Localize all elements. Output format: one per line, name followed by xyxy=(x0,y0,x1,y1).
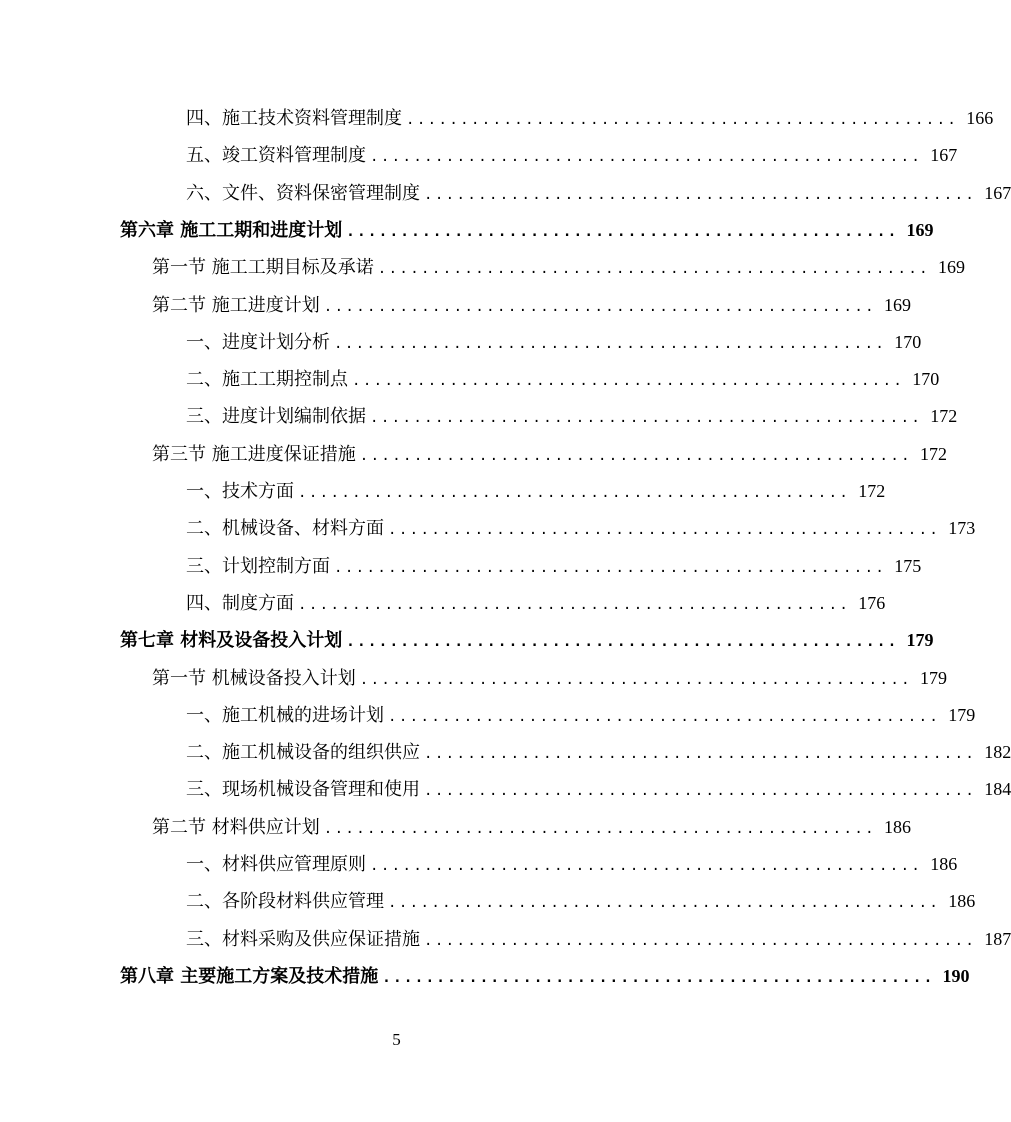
toc-entry-page: 170 xyxy=(912,369,940,390)
toc-entry-page: 166 xyxy=(966,108,994,128)
toc-entry-page: 169 xyxy=(906,219,934,240)
toc-entry-section[interactable] xyxy=(152,436,947,473)
toc-entry-page: 179 xyxy=(948,704,976,725)
toc-entry-item[interactable] xyxy=(186,100,994,137)
toc-entry-page: 186 xyxy=(948,891,976,912)
toc-dot-leader: ................................................... xyxy=(359,671,912,688)
toc-entry-title: 第三节 施工进度保证措施 xyxy=(152,443,356,465)
toc-entry-title: 一、技术方面 xyxy=(186,481,294,502)
toc-dot-leader: ................................................... xyxy=(377,261,930,278)
toc-entry-title: 二、施工工期控制点 xyxy=(186,369,348,391)
toc-entry-page: 172 xyxy=(930,406,958,427)
toc-dot-leader: ................................................... xyxy=(370,858,923,874)
toc-entry-chapter[interactable] xyxy=(120,958,970,995)
toc-entry-chapter[interactable] xyxy=(120,622,934,659)
toc-entry-page: 184 xyxy=(984,779,1011,800)
toc-entry-item[interactable] xyxy=(186,734,1011,771)
toc-entry-chapter[interactable] xyxy=(120,212,934,249)
toc-dot-leader: ................................................... xyxy=(323,298,876,315)
toc-dot-leader: ................................................... xyxy=(334,335,887,352)
toc-entry-item[interactable] xyxy=(186,697,976,734)
toc-entry-title: 三、现场机械设备管理和使用 xyxy=(186,779,420,801)
toc-entry-item[interactable] xyxy=(186,137,958,174)
toc-dot-leader: ................................................... xyxy=(334,559,887,576)
toc-dot-leader: ................................................... xyxy=(298,485,851,501)
toc-entry-page: 176 xyxy=(858,592,886,613)
toc-entry-item[interactable] xyxy=(186,921,1011,958)
toc-entry-section[interactable] xyxy=(152,287,911,324)
toc-entry-page: 169 xyxy=(938,257,965,278)
toc-dot-leader: ................................................... xyxy=(388,522,941,539)
toc-entry-item[interactable] xyxy=(186,175,1011,212)
toc-entry-title: 三、进度计划编制依据 xyxy=(186,406,366,428)
toc-entry-page: 179 xyxy=(920,667,947,688)
toc-entry-page: 172 xyxy=(920,443,947,464)
toc-entry-title: 第六章 施工工期和进度计划 xyxy=(120,219,343,241)
toc-entry-title: 第八章 主要施工方案及技术措施 xyxy=(120,965,379,987)
toc-entry-title: 六、文件、资料保密管理制度 xyxy=(186,182,420,204)
toc-entry-page: 179 xyxy=(906,630,934,651)
toc-entry-section[interactable] xyxy=(152,249,965,286)
toc-dot-leader: ................................................... xyxy=(352,373,905,390)
toc-entry-item[interactable] xyxy=(186,585,886,622)
toc-dot-leader: ................................................... xyxy=(359,447,912,464)
toc-dot-leader: ................................................... xyxy=(424,746,977,763)
toc-entry-page: 187 xyxy=(984,928,1011,949)
toc-entry-title: 一、进度计划分析 xyxy=(186,331,330,353)
toc-entry-title: 四、制度方面 xyxy=(186,592,294,614)
toc-dot-leader: ................................................... xyxy=(406,112,959,128)
toc-dot-leader: ................................................... xyxy=(298,596,851,613)
toc-entry-item[interactable] xyxy=(186,548,922,585)
toc-dot-leader: ................................................... xyxy=(370,149,923,166)
toc-entry-page: 186 xyxy=(930,854,958,874)
toc-entry-item[interactable] xyxy=(186,361,940,398)
toc-entry-item[interactable] xyxy=(186,510,976,547)
toc-entry-title: 二、各阶段材料供应管理 xyxy=(186,891,384,913)
toc-dot-leader: ................................................... xyxy=(323,820,876,837)
toc-entry-item[interactable] xyxy=(186,883,976,920)
toc-entry-title: 二、施工机械设备的组织供应 xyxy=(186,742,420,764)
toc-entry-title: 二、机械设备、材料方面 xyxy=(186,518,384,540)
toc-entry-section[interactable] xyxy=(152,660,947,697)
toc-entry-page: 182 xyxy=(984,742,1011,763)
toc-entry-item[interactable] xyxy=(186,771,1011,808)
toc-entry-title: 四、施工技术资料管理制度 xyxy=(186,108,402,129)
toc-entry-title: 三、材料采购及供应保证措施 xyxy=(186,928,420,950)
toc-dot-leader: ................................................... xyxy=(388,708,941,725)
toc-entry-title: 一、施工机械的进场计划 xyxy=(186,704,384,726)
toc-entry-page: 167 xyxy=(984,182,1011,203)
toc-dot-leader: ................................................... xyxy=(424,783,977,800)
toc-dot-leader: ................................................... xyxy=(346,634,899,651)
toc-entry-page: 173 xyxy=(948,518,976,539)
toc-entry-item[interactable] xyxy=(186,324,922,361)
toc-entry-page: 175 xyxy=(894,555,922,576)
toc-entry-page: 169 xyxy=(884,294,911,315)
toc-entry-title: 三、计划控制方面 xyxy=(186,555,330,577)
toc-entry-page: 170 xyxy=(894,331,922,352)
toc-dot-leader: ................................................... xyxy=(388,895,941,912)
toc-entry-title: 一、材料供应管理原则 xyxy=(186,854,366,875)
toc-entry-item[interactable] xyxy=(186,398,958,435)
toc-entry-title: 第七章 材料及设备投入计划 xyxy=(120,630,343,652)
toc-entry-title: 第一节 施工工期目标及承诺 xyxy=(152,257,374,279)
toc-entry-section[interactable] xyxy=(152,809,911,846)
page-number: 5 xyxy=(392,1030,401,1049)
toc-entry-page: 186 xyxy=(884,816,911,837)
toc-dot-leader: ................................................... xyxy=(424,932,977,949)
toc-entry-title: 第二节 施工进度计划 xyxy=(152,294,320,316)
toc-entry-item[interactable] xyxy=(186,473,886,510)
toc-dot-leader: ................................................... xyxy=(424,186,977,203)
toc-entry-page: 167 xyxy=(930,145,958,166)
toc-entry-title: 第二节 材料供应计划 xyxy=(152,816,320,838)
toc-dot-leader: ................................................... xyxy=(370,410,923,427)
toc-entry-title: 第一节 机械设备投入计划 xyxy=(152,667,356,689)
toc-entry-title: 五、竣工资料管理制度 xyxy=(186,145,366,167)
toc-dot-leader: ................................................... xyxy=(346,223,899,240)
toc-entry-page: 190 xyxy=(942,965,970,986)
toc-entry-item[interactable] xyxy=(186,846,958,883)
toc-entry-page: 172 xyxy=(858,481,886,501)
toc-dot-leader: ................................................... xyxy=(382,969,935,986)
